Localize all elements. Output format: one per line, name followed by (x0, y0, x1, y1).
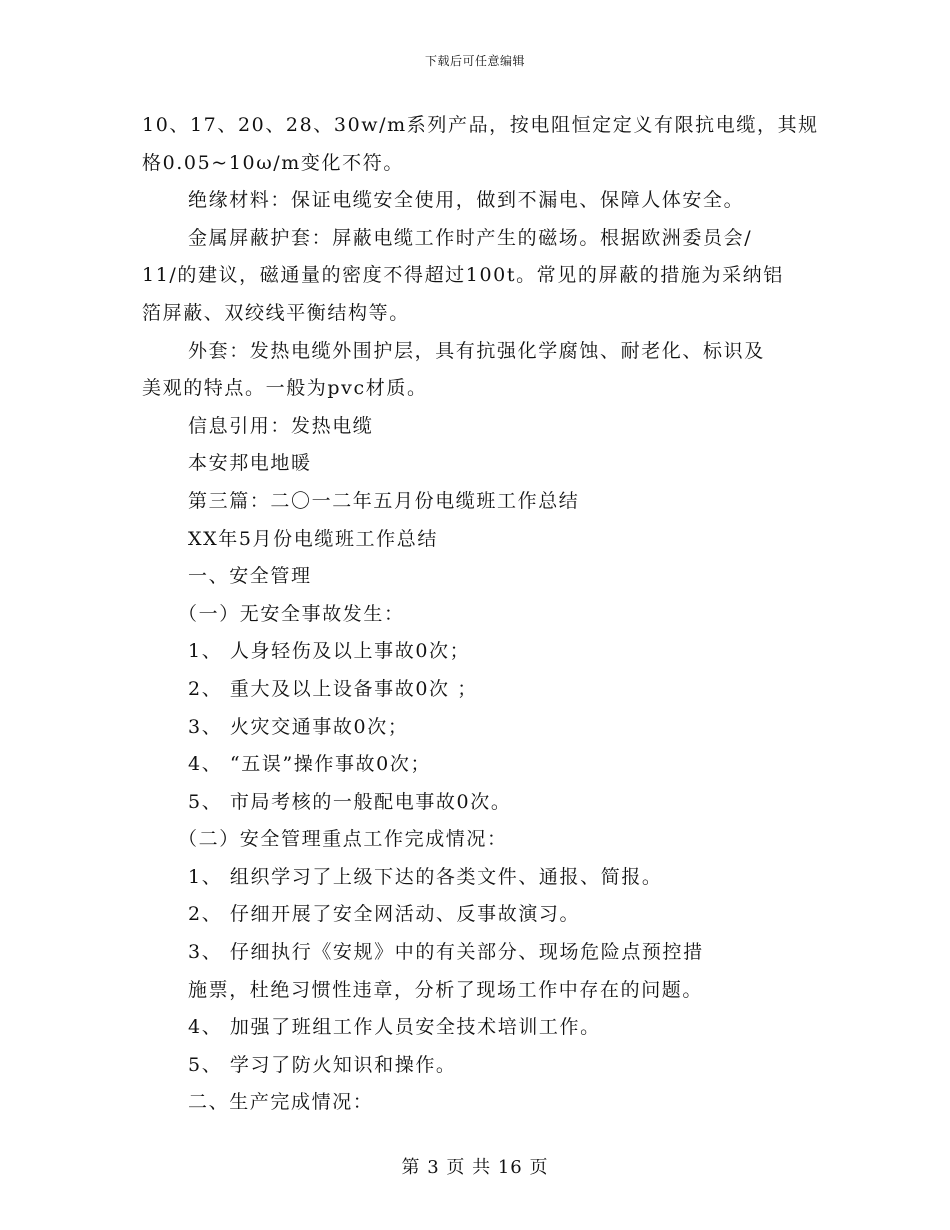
section-heading: 第三篇：二〇一二年五月份电缆班工作总结 (188, 489, 580, 512)
document-body (142, 107, 819, 1122)
section-heading: 一、安全管理 (188, 565, 312, 588)
section-heading: 二、生产完成情况： (188, 1091, 374, 1114)
text-line: 外套：发热电缆外围护层，具有抗强化学腐蚀、耐老化、标识及 (188, 339, 765, 362)
text-line: 金属屏蔽护套：屏蔽电缆工作时产生的磁场。根据欧洲委员会/ (188, 226, 753, 249)
text-line: 信息引用：发热电缆 (188, 414, 374, 437)
text-line: 本安邦电地暖 (188, 452, 312, 475)
list-item: 1、 人身轻伤及以上事故0次； (188, 640, 471, 663)
list-item: 2、 重大及以上设备事故0次 ； (188, 677, 478, 700)
subsection-heading: （一）无安全事故发生： (178, 602, 405, 625)
text-line: 施票，杜绝习惯性违章，分析了现场工作中存在的问题。 (188, 978, 704, 1001)
text-line: 10、17、20、28、30w/m系列产品，按电阻恒定定义有限抗电缆，其规 (142, 114, 819, 136)
list-item: 5、 市局考核的一般配电事故0次。 (188, 790, 512, 813)
list-item: 4、 “五误”操作事故0次； (188, 753, 432, 776)
text-line: 美观的特点。一般为pvc材质。 (142, 377, 428, 400)
text-line: 格0.05~10ω/m变化不符。 (142, 151, 404, 174)
list-item: 1、 组织学习了上级下达的各类文件、通报、简报。 (188, 865, 663, 888)
list-item: 2、 仔细开展了安全网活动、反事故演习。 (188, 903, 581, 926)
text-line: 箔屏蔽、双绞线平衡结构等。 (142, 301, 410, 324)
list-item: 4、 加强了班组工作人员安全技术培训工作。 (188, 1016, 601, 1039)
text-line: 11/的建议，磁通量的密度不得超过100t。常见的屏蔽的措施为采纳铝 (142, 264, 784, 287)
list-item: 3、 火灾交通事故0次； (188, 715, 409, 738)
page-header: 下载后可任意编辑 (424, 54, 525, 68)
list-item: 5、 学习了防火知识和操作。 (188, 1053, 457, 1076)
list-item: 3、 仔细执行《安规》中的有关部分、现场危险点预控措 (188, 941, 704, 964)
document-title: XX年5月份电缆班工作总结 (188, 527, 438, 550)
page-footer: 第 3 页 共 16 页 (401, 1157, 549, 1178)
text-line: 绝缘材料：保证电缆安全使用，做到不漏电、保障人体安全。 (188, 189, 745, 212)
subsection-heading: （二）安全管理重点工作完成情况： (178, 828, 508, 851)
